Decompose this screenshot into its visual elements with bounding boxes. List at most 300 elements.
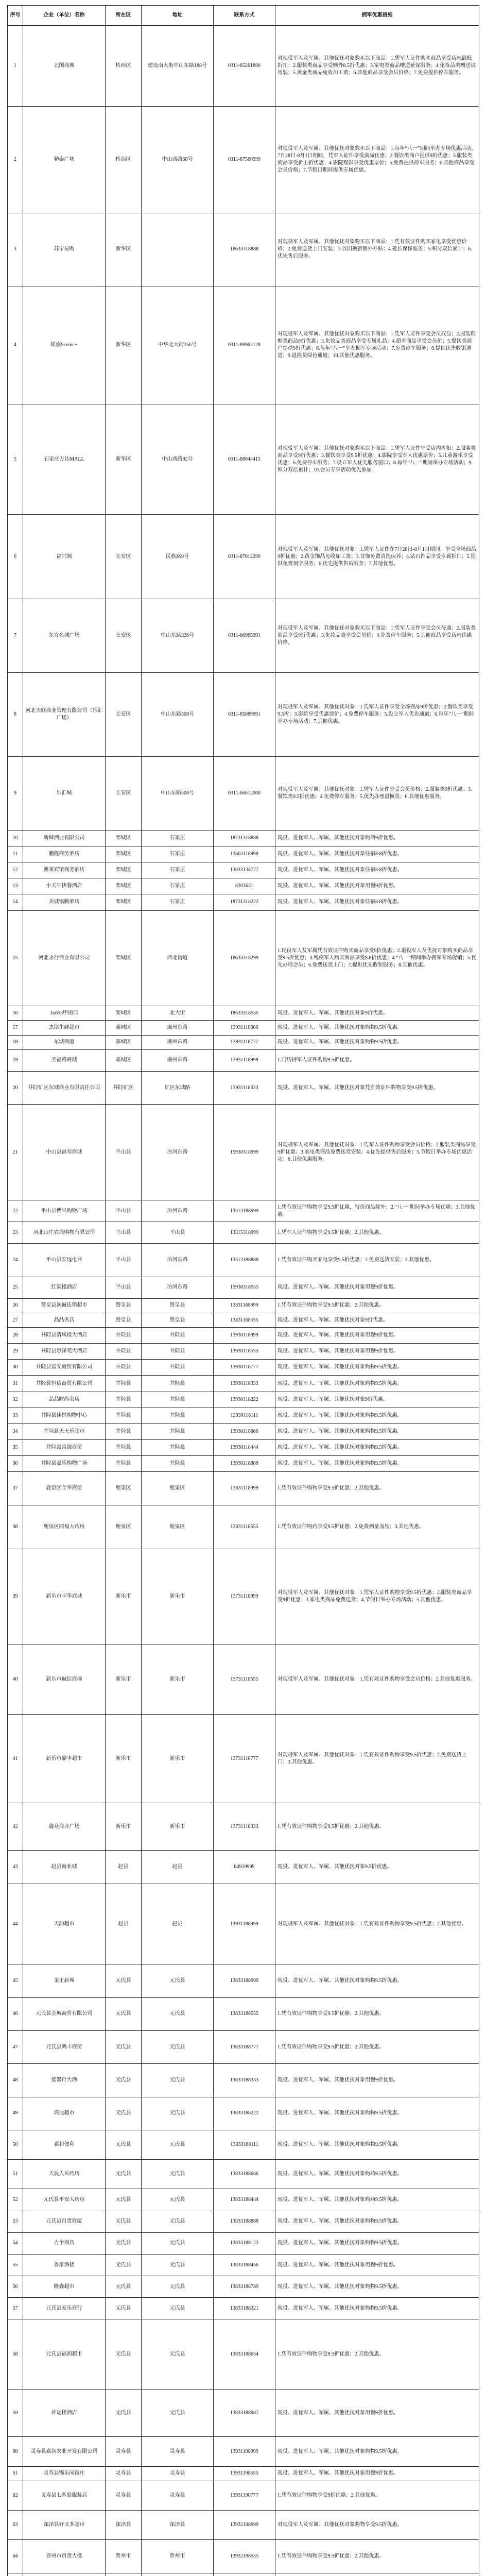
table-row (8, 1222, 479, 1244)
table-row (8, 1505, 479, 1549)
cell-district: 井陉县 (106, 1392, 142, 1408)
cell-enterprise-name: 鑫众商业广场 (23, 1803, 106, 1851)
table-row (8, 599, 479, 672)
cell-measures: 现役、进优军人、军属、其他优抚对象用餐9折优惠。 (275, 2254, 479, 2276)
cell-no: 3 (8, 213, 23, 286)
cell-address: 井陉县 (142, 1328, 214, 1344)
cell-enterprise-name: 鹏程商务酒店 (23, 846, 106, 862)
cell-enterprise-name: 元氏县金城商贸有限公司 (23, 1997, 106, 2030)
cell-no: 64 (8, 2540, 23, 2573)
cell-contact: 13833188123 (214, 2232, 275, 2254)
cell-measures: 1.凭有效证件购物享受9.5折优惠；2.其他优惠。 (275, 1803, 479, 1851)
cell-address: 石家庄 (142, 878, 214, 894)
cell-contact: 13831168999 (214, 1298, 275, 1313)
cell-measures: 现役、进优军人、军属、其他优抚对象用餐9折优惠。 (275, 1328, 479, 1344)
cell-no: 12 (8, 862, 23, 878)
cell-district: 元氏县 (106, 1997, 142, 2030)
cell-district: 井陉县 (106, 1344, 142, 1360)
cell-address: 廉州东路 (142, 1035, 214, 1049)
cell-enterprise-name: 井陉县天天乐超市 (23, 1423, 106, 1439)
cell-no: 52 (8, 2189, 23, 2211)
cell-contact: 13931118666 (214, 1021, 275, 1035)
cell-address: 元氏县 (142, 2064, 214, 2097)
cell-enterprise-name: 元氏县福润超市 (23, 2319, 106, 2389)
cell-enterprise-name: 石家庄万达MALL (23, 404, 106, 515)
cell-contact: 13731118333 (214, 1803, 275, 1851)
table-row (8, 1803, 479, 1851)
cell-district: 元氏县 (106, 2298, 142, 2319)
cell-contact (214, 2573, 275, 2576)
cell-measures: 1.凭有效证件购物享受9.5折优惠，特价商品除外；2.“八一”期间举办专场优惠；3.其他优惠。 (275, 1200, 479, 1222)
cell-address: 新乐市 (142, 1715, 214, 1803)
cell-district: 新乐市 (106, 1645, 142, 1715)
cell-measures: 1.凭有效证件购物享受9.5折优惠；2.其他优惠。 (275, 1298, 479, 1313)
cell-district: 井陉县 (106, 1328, 142, 1344)
cell-address: 井陉县 (142, 1456, 214, 1472)
cell-measures: 1.门店持军人证件购物9.5折优惠。 (275, 1049, 479, 1071)
table-row (8, 1049, 479, 1071)
cell-district: 鹿泉区 (106, 1505, 142, 1549)
cell-measures: 1.凭有效证件购物享受9.5折优惠；2.其他优惠。 (275, 2540, 479, 2573)
cell-no: 25 (8, 1277, 23, 1298)
cell-address: 深泽县 (142, 2511, 214, 2540)
cell-district: 新乐市 (106, 1715, 142, 1803)
cell-address: 元氏县 (142, 2097, 214, 2130)
table-row (8, 1392, 479, 1408)
cell-no: 42 (8, 1803, 23, 1851)
cell-no: 21 (8, 1105, 23, 1200)
cell-no: 8 (8, 672, 23, 757)
cell-measures: 对现役军人及军属、其他优抚对象购物享受9.5折优惠。 (275, 2511, 479, 2540)
cell-address: 中山东路326号 (142, 599, 214, 672)
cell-address: 中山西路68号 (142, 106, 214, 213)
cell-address: 元氏县 (142, 2211, 214, 2232)
cell-measures: 现役、进优军人、军属、其他优抚对象购物9.5折优惠。 (275, 2130, 479, 2159)
cell-district: 栾城区 (106, 830, 142, 846)
cell-district: 井陉矿区 (106, 1071, 142, 1104)
cell-address: 井陉县 (142, 1392, 214, 1408)
cell-enterprise-name: 井陉县富源商贸 (23, 1439, 106, 1455)
cell-district: 元氏县 (106, 2097, 142, 2130)
cell-enterprise-name: 东方名城广场 (23, 599, 106, 672)
table-row (8, 1360, 479, 1376)
table-row (8, 2276, 479, 2298)
table-row (8, 878, 479, 894)
cell-district: 晋州市 (106, 2540, 142, 2573)
cell-contact: 13930118888 (214, 1456, 275, 1472)
cell-enterprise-name: 井陉县富安商贸有限公司 (23, 1360, 106, 1376)
cell-address: 矿区东城路 (142, 1071, 214, 1104)
cell-measures: 现役、进优军人、军属、其他优抚对象购酒9折优惠。 (275, 830, 479, 846)
table-row (8, 26, 479, 107)
cell-enterprise-name: 福兴阁 (23, 515, 106, 599)
cell-measures: 现役、进优军人、军属、其他优抚对象购物9.5折优惠。 (275, 1964, 479, 1997)
cell-no: 53 (8, 2211, 23, 2232)
cell-contact: 13833188789 (214, 2276, 275, 2298)
cell-address: 新乐市 (142, 1549, 214, 1645)
cell-contact: 13313188999 (214, 1200, 275, 1222)
cell-enterprise-name: 河北山庄农商购物有限公司 (23, 1222, 106, 1244)
cell-contact: 15930318999 (214, 1105, 275, 1200)
cell-enterprise-name: 新乐市鼎丰超市 (23, 1715, 106, 1803)
cell-district: 元氏县 (106, 2189, 142, 2211)
cell-no: 35 (8, 1439, 23, 1455)
cell-contact: 13932198555 (214, 2540, 275, 2573)
table-row (8, 1006, 479, 1021)
table-row (8, 2298, 479, 2319)
cell-measures: 现役、进优军人、军属、其他优抚对象购物9.5折优惠。 (275, 1408, 479, 1423)
cell-address: 井陉县 (142, 1360, 214, 1376)
table-row (8, 2211, 479, 2232)
cell-district: 桥西区 (106, 26, 142, 107)
cell-address: 赵县 (142, 1851, 214, 1884)
cell-district: 元氏县 (106, 2130, 142, 2159)
cell-no: 28 (8, 1328, 23, 1344)
header-no: 序号 (8, 6, 23, 26)
cell-address: 石家庄 (142, 894, 214, 910)
cell-district: 平山县 (106, 1277, 142, 1298)
cell-contact: 13930118999 (214, 1328, 275, 1344)
cell-address: 廉州东路 (142, 1021, 214, 1035)
table-row (8, 1997, 479, 2030)
cell-no: 22 (8, 1200, 23, 1222)
cell-district: 栾城区 (106, 878, 142, 894)
cell-address: 鹿泉区 (142, 1505, 214, 1549)
cell-contact: 13833188555 (214, 1997, 275, 2030)
cell-measures (275, 2573, 479, 2576)
cell-enterprise-name: 天韵超市 (23, 1884, 106, 1964)
cell-contact: 18731318222 (214, 894, 275, 910)
cell-contact: 13833188654 (214, 2319, 275, 2389)
cell-contact: 13731118777 (214, 1715, 275, 1803)
cell-measures: 对现役军人及军属、其他优抚对象购买以下商品：1.凭有效证件购买家电享受优惠价格；2.免费送货上门安装；3.以旧换新额外补贴；4.延长保修服务；5.积分双倍累计；6.优先售后服务。 (275, 213, 479, 286)
cell-no: 15 (8, 910, 23, 1006)
cell-address: 元氏县 (142, 1997, 214, 2030)
cell-enterprise-name: 澳莱宾馆商务酒店 (23, 862, 106, 878)
cell-enterprise-name: 小天牛快餐酒店 (23, 878, 106, 894)
cell-district: 栾城区 (106, 1006, 142, 1021)
cell-no: 39 (8, 1549, 23, 1645)
cell-no: 5 (8, 404, 23, 515)
cell-address: 石家庄 (142, 846, 214, 862)
table-row (8, 2064, 479, 2097)
cell-enterprise-name: 德馨行大酒 (23, 2064, 106, 2097)
cell-district: 赵县 (106, 1884, 142, 1964)
cell-no: 13 (8, 878, 23, 894)
table-row (8, 1035, 479, 1049)
cell-contact: 84919999 (214, 1851, 275, 1884)
header-address: 地址 (142, 6, 214, 26)
cell-measures: 1.凭有效证件购物享受9.5折优惠；2.其他优惠。 (275, 2031, 479, 2064)
table-row (8, 1344, 479, 1360)
table-row (8, 1298, 479, 1313)
cell-address: 石家庄 (142, 862, 214, 878)
cell-measures: 对现役军人及军属、其他优抚对象：1.凭军人证件购物享受会员价格；2.服装类商品享受9折优惠；3.家电类商品免费送货安装；4.优先提供售后服务；5.节假日举办专场优惠活动；6.其他优惠服务。 (275, 1105, 479, 1200)
cell-contact: 0311-85261890 (214, 26, 275, 107)
cell-address: 赞皇县 (142, 1298, 214, 1313)
table-row (8, 213, 479, 286)
cell-measures: 现役、进优军人、军属、其他优抚对象购物9.5折优惠。 (275, 2437, 479, 2466)
cell-no: 30 (8, 1360, 23, 1376)
cell-district: 栾城区 (106, 862, 142, 878)
cell-measures: 现役、进优军人、军属、其他优抚对象购药9.5折优惠。 (275, 2160, 479, 2189)
table-row (8, 2481, 479, 2510)
cell-district: 长安区 (106, 599, 142, 672)
cell-address: 石家庄 (142, 830, 214, 846)
cell-contact: 13930118444 (214, 1439, 275, 1455)
table-row (8, 1021, 479, 1035)
table-row (8, 286, 479, 404)
cell-address: 元氏县 (142, 2298, 214, 2319)
cell-district: 灵寿县 (106, 2481, 142, 2510)
cell-district: 平山县 (106, 1222, 142, 1244)
cell-district: 灵寿县 (106, 2466, 142, 2481)
cell-contact: 13931198555 (214, 2466, 275, 2481)
cell-measures: 现役、进优军人、军属、其他优抚对象购物9.5折优惠。 (275, 2276, 479, 2298)
cell-no: 29 (8, 1344, 23, 1360)
cell-contact: 13833188111 (214, 2130, 275, 2159)
cell-contact: 13930118777 (214, 1360, 275, 1376)
cell-no: 4 (8, 286, 23, 404)
cell-district: 新华区 (106, 213, 142, 286)
cell-measures: 现役、进优军人、军属、其他优抚对象购物9.5折优惠。 (275, 1021, 479, 1035)
cell-no: 37 (8, 1472, 23, 1505)
cell-measures: 现役、进优军人、军属、其他优抚对象用餐9折优惠。 (275, 2389, 479, 2437)
cell-district: 平山县 (106, 1244, 142, 1277)
cell-district: 元氏县 (106, 2276, 142, 2298)
cell-address: 中华北大街256号 (142, 286, 214, 404)
cell-measures: 现役、进优军人、军属、其他优抚对象9折优惠。 (275, 1006, 479, 1021)
cell-measures: 现役、进优军人、军属、其他优抚对象9折优惠。 (275, 1392, 479, 1408)
table-row (8, 1645, 479, 1715)
cell-district: 平山县 (106, 1200, 142, 1222)
cell-district: 元氏县 (106, 1964, 142, 1997)
cell-district (106, 2573, 142, 2576)
cell-address: 元氏县 (142, 1964, 214, 1997)
cell-measures: 现役、进优军人、军属、其他优抚对象购物9.5折优惠。 (275, 2298, 479, 2319)
cell-measures: 现役、进优军人、军属、其他优抚对象9折优惠。 (275, 1313, 479, 1327)
cell-measures: 对现役军人及军属、其他优抚对象购买以下商品：1.凭军人证件享受会员权益；2.服装鞋帽类商品9折优惠；3.化妆品类商品享受专属礼品；4.超市商品享受会员价；5.餐饮类商户提供9折优惠；6.每年“八一”举办拥军专场活动；7.免费停车服务；8.提供优先收银通道；9.退换货绿色通道；10.其他优惠服务。 (275, 286, 479, 404)
cell-measures: 现役、进优军人、军属、其他优抚对象凭有效证件购物享受9.5折优惠。 (275, 1071, 479, 1104)
table-row (8, 515, 479, 599)
table-row (8, 2437, 479, 2466)
cell-enterprise-name: 红满楼酒店 (23, 1277, 106, 1298)
cell-measures: 对现役军人及军属、其他优抚对象：1.凭军人证件购物享受9.5折优惠；2.服装类商品享受9折优惠；3.家电类商品免费送货；4.节假日举办专场活动；5.其他优惠。 (275, 1549, 479, 1645)
cell-district: 元氏县 (106, 2031, 142, 2064)
cell-no: 36 (8, 1456, 23, 1472)
cell-contact: 13831118999 (214, 1472, 275, 1505)
cell-contact: 13931198999 (214, 2437, 275, 2466)
cell-enterprise-name: 晶品时尚名店 (23, 1392, 106, 1408)
cell-enterprise-name: 嘉和便利 (23, 2130, 106, 2159)
cell-contact: 18731318888 (214, 830, 275, 846)
cell-no: 63 (8, 2511, 23, 2540)
cell-contact: 13833188444 (214, 2189, 275, 2211)
cell-address: 新乐市 (142, 1803, 214, 1851)
cell-contact: 0311-66612000 (214, 757, 275, 831)
cell-no: 44 (8, 1884, 23, 1964)
cell-no: 9 (8, 757, 23, 831)
cell-contact: 13930118666 (214, 1423, 275, 1439)
cell-no: 32 (8, 1392, 23, 1408)
cell-measures: 现役、进优军人、军属、其他优抚对象9.5折优惠。 (275, 1851, 479, 1884)
table-row (8, 910, 479, 1006)
header-district: 所在区 (106, 6, 142, 26)
table-row (8, 2254, 479, 2276)
cell-enterprise-name: 圣福路商城 (23, 1049, 106, 1071)
table-row (8, 1376, 479, 1392)
cell-no: 27 (8, 1313, 23, 1327)
cell-district: 鹿泉区 (106, 1472, 142, 1505)
cell-address: 鹿泉区 (142, 1472, 214, 1505)
cell-no: 24 (8, 1244, 23, 1277)
cell-district: 井陉县 (106, 1439, 142, 1455)
cell-district: 元氏县 (106, 2232, 142, 2254)
cell-enterprise-name: 中山县福寿商城 (23, 1105, 106, 1200)
cell-district: 栾城区 (106, 846, 142, 862)
table-row (8, 1313, 479, 1327)
cell-enterprise-name: 元氏县平安大药房 (23, 2189, 106, 2211)
cell-address: 西北街道 (142, 910, 214, 1006)
cell-no: 34 (8, 1423, 23, 1439)
cell-district: 长安区 (106, 515, 142, 599)
cell-enterprise-name: 灵寿县嘉润农业开发有限公司 (23, 2437, 106, 2466)
cell-no: 17 (8, 1021, 23, 1035)
cell-enterprise-name: 元氏县鸿丰商贸 (23, 2031, 106, 2064)
table-body (8, 26, 479, 2576)
cell-measures: 现役、进优军人、军属、其他优抚对象用餐9折优惠。 (275, 1277, 479, 1298)
cell-address: 灵寿县 (142, 2466, 214, 2481)
cell-district: 赞皇县 (106, 1298, 142, 1313)
cell-district: 元氏县 (106, 2211, 142, 2232)
cell-no: 26 (8, 1298, 23, 1313)
cell-enterprise-name: 乐汇城 (23, 757, 106, 831)
cell-no (8, 2573, 23, 2576)
cell-no: 48 (8, 2064, 23, 2097)
cell-address: 元氏县 (142, 2130, 214, 2159)
cell-enterprise-name: 力争商店 (23, 2232, 106, 2254)
cell-enterprise-name: 晋州市百货大楼 (23, 2540, 106, 2573)
table-row (8, 757, 479, 831)
table-row (8, 1408, 479, 1423)
table-header-row (8, 6, 479, 26)
cell-enterprise-name: 平山县宏远电器 (23, 1244, 106, 1277)
cell-contact: 18633318555 (214, 1006, 275, 1021)
cell-no: 45 (8, 1964, 23, 1997)
cell-address: 元氏县 (142, 2160, 214, 2189)
cell-address: 灵寿县 (142, 2481, 214, 2510)
cell-no: 60 (8, 2437, 23, 2466)
cell-enterprise-name: 银座Scenic+ (23, 286, 106, 404)
cell-enterprise-name: 神运楼酒店 (23, 2389, 106, 2437)
cell-enterprise-name: 北国商城 (23, 26, 106, 107)
cell-enterprise-name: 井陉县恒信商贸有限公司 (23, 1376, 106, 1392)
cell-contact: 13833188777 (214, 2031, 275, 2064)
cell-enterprise-name: 金正新城 (23, 1964, 106, 1997)
cell-contact: 0311-89962128 (214, 286, 275, 404)
table-row (8, 106, 479, 213)
table-row (8, 2389, 479, 2437)
cell-measures: 现役、进优军人、军属、其他优抚对象用餐9折优惠。 (275, 2064, 479, 2097)
cell-enterprise-name: 勒泰广场 (23, 106, 106, 213)
cell-district: 元氏县 (106, 2254, 142, 2276)
cell-measures: 对现役军人及军属、其他优抚对象：1.凭有效证件购物享受9.5折优惠；2.免费送货上门；3.其他优惠。 (275, 1715, 479, 1803)
cell-enterprise-name: 井陉县清风楼大酒店 (23, 1328, 106, 1344)
cell-contact: 0311-85089991 (214, 672, 275, 757)
cell-enterprise-name: 东城商厦 (23, 1035, 106, 1049)
cell-contact: 13731118999 (214, 1549, 275, 1645)
cell-address: 冶河东路 (142, 1244, 214, 1277)
header-enterprise: 企业（单位）名称 (23, 6, 106, 26)
cell-district: 新华区 (106, 286, 142, 404)
cell-address: 井陉县 (142, 1439, 214, 1455)
cell-no: 20 (8, 1071, 23, 1104)
cell-address: 灵寿县 (142, 2437, 214, 2466)
cell-address: 冶河东路 (142, 1105, 214, 1200)
cell-contact: 13833188333 (214, 2064, 275, 2097)
cell-district: 新乐市 (106, 1549, 142, 1645)
cell-no: 14 (8, 894, 23, 910)
cell-district: 井陉县 (106, 1456, 142, 1472)
cell-address: 赵县 (142, 1884, 214, 1964)
table-row (8, 1715, 479, 1803)
table-row (8, 2160, 479, 2189)
cell-enterprise-name: 元氏县家乐商行 (23, 2298, 106, 2319)
cell-enterprise-name: 河北天联商业管理有限公司（乐汇广场） (23, 672, 106, 757)
cell-enterprise-name: 杰铭生鲜超市 (23, 1021, 106, 1035)
cell-district: 桥西区 (106, 106, 142, 213)
cell-district: 栾城区 (106, 910, 142, 1006)
cell-address: 元氏县 (142, 2389, 214, 2437)
cell-address: 中山东路508号 (142, 757, 214, 831)
cell-address: 元氏县 (142, 2189, 214, 2211)
cell-enterprise-name (23, 2573, 106, 2576)
cell-enterprise-name: 3x653甲街店 (23, 1006, 106, 1021)
cell-no: 23 (8, 1222, 23, 1244)
cell-contact: 13833188456 (214, 2254, 275, 2276)
table-row (8, 1851, 479, 1884)
cell-address: 赞皇县 (142, 1313, 214, 1327)
cell-no: 47 (8, 2031, 23, 2064)
cell-district: 元氏县 (106, 2064, 142, 2097)
cell-address: 建设南大街中山东路188号 (142, 26, 214, 107)
cell-no: 51 (8, 2160, 23, 2189)
cell-enterprise-name: 新城酒业有限公司 (23, 830, 106, 846)
table-row (8, 1964, 479, 1997)
cell-no: 10 (8, 830, 23, 846)
cell-address: 平山县 (142, 1222, 214, 1244)
cell-enterprise-name: 隆鑫超市 (23, 2276, 106, 2298)
cell-no: 50 (8, 2130, 23, 2159)
table-row (8, 1456, 479, 1472)
cell-district: 元氏县 (106, 2389, 142, 2437)
cell-contact: 13930118555 (214, 1344, 275, 1360)
cell-no: 55 (8, 2254, 23, 2276)
cell-enterprise-name: 美诚铭腾酒店 (23, 894, 106, 910)
cell-address: 冶河东路 (142, 1277, 214, 1298)
cell-enterprise-name: 元氏县百货商厦 (23, 2211, 106, 2232)
cell-address: 元氏县 (142, 2232, 214, 2254)
table-row (8, 1439, 479, 1455)
cell-contact: 13833188222 (214, 2097, 275, 2130)
cell-no: 38 (8, 1505, 23, 1549)
table-row (8, 2097, 479, 2130)
cell-enterprise-name: 井陉矿区东城商业有限责任公司 (23, 1071, 106, 1104)
cell-address: 中山东路508号 (142, 672, 214, 757)
cell-enterprise-name: 赞皇县润诚连锁超市 (23, 1298, 106, 1313)
cell-district: 平山县 (106, 1105, 142, 1200)
cell-no: 40 (8, 1645, 23, 1715)
